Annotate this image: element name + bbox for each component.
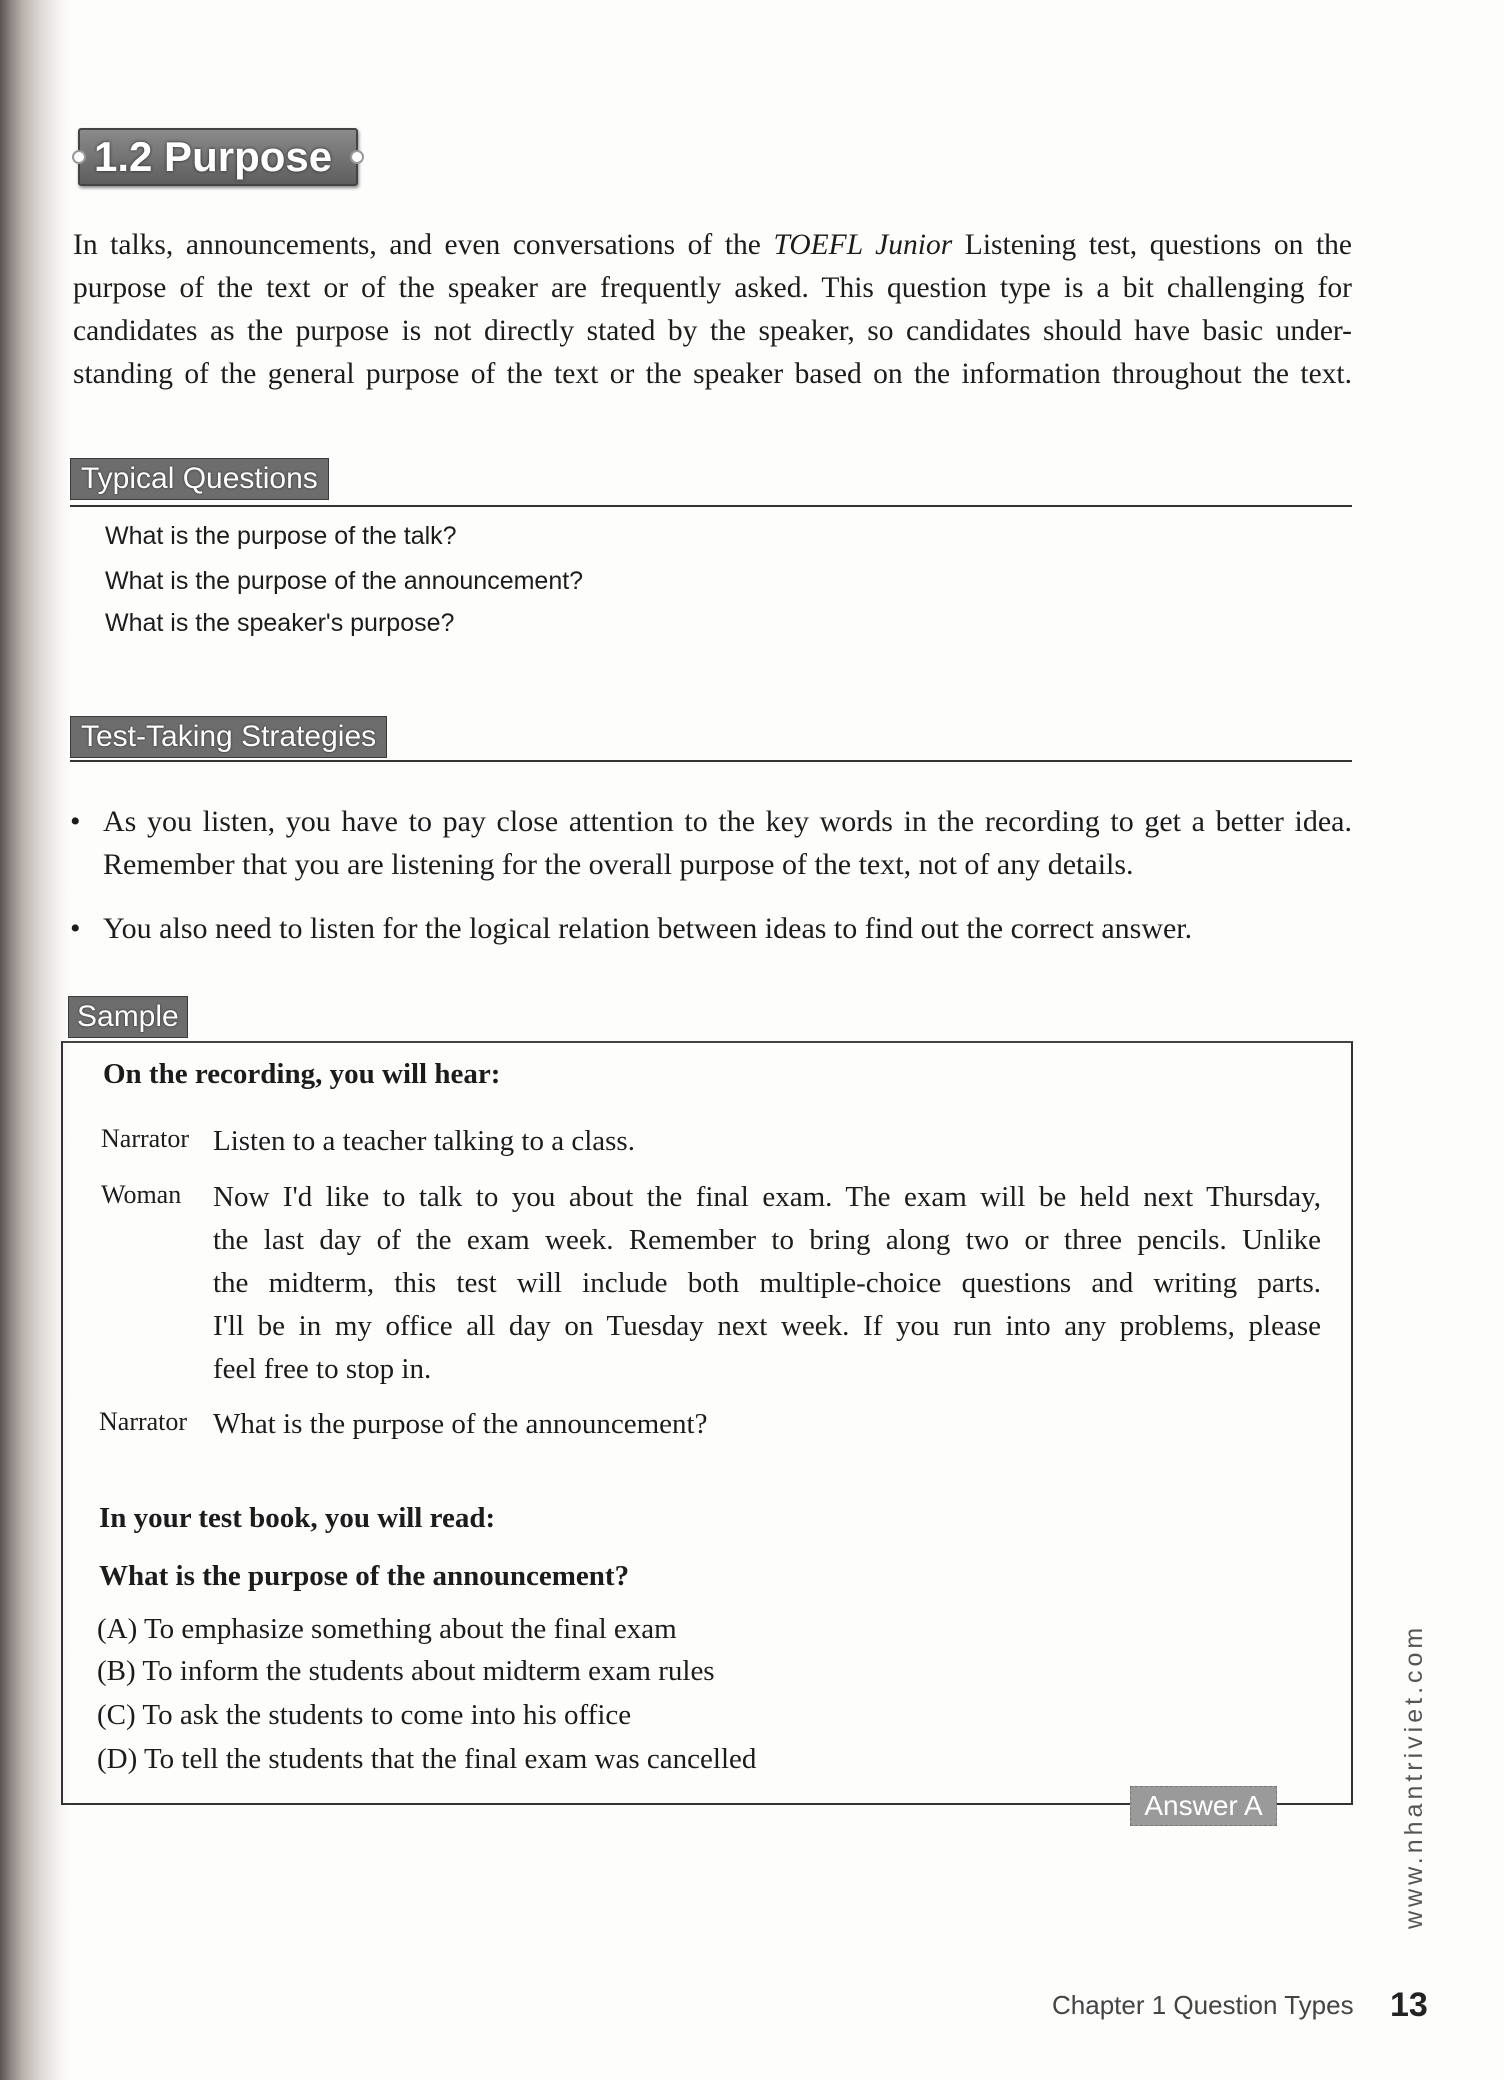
section-title-text: 1.2 Purpose: [94, 133, 333, 180]
speech-line: Now I'd like to talk to you about the final exam. The exam will be held next Thursday,: [213, 1181, 1321, 1213]
answer-option: (A) To emphasize something about the final exam: [97, 1613, 677, 1645]
intro-line: candidates as the purpose is not directly stated by the speaker, so candidates should have basic under-: [73, 315, 1352, 347]
speech-line: the midterm, this test will include both multiple-choice questions and writing parts.: [213, 1267, 1321, 1299]
footer-chapter: Chapter 1 Question Types: [1052, 1990, 1354, 2020]
bullet-icon: •: [70, 912, 81, 945]
speech-line: I'll be in my office all day on Tuesday next week. If you run into any problems, please: [213, 1310, 1321, 1342]
speaker-label: Narrator: [99, 1407, 188, 1436]
strategies-label: Test-Taking Strategies: [70, 716, 387, 758]
divider: [70, 505, 1352, 507]
section-title: [78, 128, 358, 186]
sample-label: Sample: [68, 996, 188, 1038]
speaker-label: Woman: [101, 1180, 182, 1209]
intro-line: [73, 224, 1352, 267]
watermark: www.nhantriviet.com: [1400, 1623, 1428, 1929]
speaker-label: Narrator: [101, 1124, 190, 1153]
speech-text: What is the purpose of the announcement?: [213, 1408, 708, 1440]
speech-line: the last day of the exam week. Remember to bring along two or three pencils. Unlike: [213, 1224, 1321, 1256]
divider: [70, 760, 1352, 762]
intro-line: standing of the general purpose of the text or the speaker based on the information throughout the text.: [73, 358, 1352, 390]
speech-block: [213, 1176, 1321, 1391]
strategy-item: [70, 907, 1352, 950]
strategy-item: [70, 800, 1352, 886]
speech-line: feel free to stop in.: [213, 1353, 432, 1385]
answer-option: (C) To ask the students to come into his office: [97, 1699, 632, 1731]
page-number: 13: [1390, 1986, 1428, 2024]
sample-question: What is the purpose of the announcement?: [99, 1560, 630, 1592]
answer-badge: Answer A: [1130, 1786, 1277, 1826]
typical-question: What is the speaker's purpose?: [105, 609, 455, 637]
book-binding-shadow: [0, 0, 70, 2080]
answer-option: (D) To tell the students that the final exam was cancelled: [97, 1743, 757, 1775]
title-rivet-icon: [350, 150, 364, 164]
book-heading: In your test book, you will read:: [99, 1502, 496, 1534]
typical-questions-label: Typical Questions: [70, 458, 329, 500]
typical-question: What is the purpose of the announcement?: [105, 567, 584, 595]
intro-italic: TOEFL Junior: [773, 229, 953, 261]
recording-heading: On the recording, you will hear:: [103, 1058, 501, 1090]
strategy-text: You also need to listen for the logical relation between ideas to find out the correct answer.: [103, 912, 1193, 945]
strategy-text: As you listen, you have to pay close attention to the key words in the recording to get a better idea. Remember that you are listening for the overall purpose of the text, not of any details.: [103, 805, 1352, 881]
speech-text: Listen to a teacher talking to a class.: [213, 1125, 635, 1157]
intro-line: purpose of the text or of the speaker are frequently asked. This question type is a bit challenging for: [73, 272, 1352, 304]
answer-option: (B) To inform the students about midterm exam rules: [97, 1655, 715, 1687]
intro-paragraph: [73, 224, 1352, 396]
bullet-icon: •: [70, 805, 81, 838]
typical-question: What is the purpose of the talk?: [105, 522, 457, 550]
intro-text: In talks, announcements, and even conversations of the: [73, 229, 774, 261]
intro-text: Listening test, questions on the: [952, 229, 1352, 261]
title-rivet-icon: [72, 150, 86, 164]
